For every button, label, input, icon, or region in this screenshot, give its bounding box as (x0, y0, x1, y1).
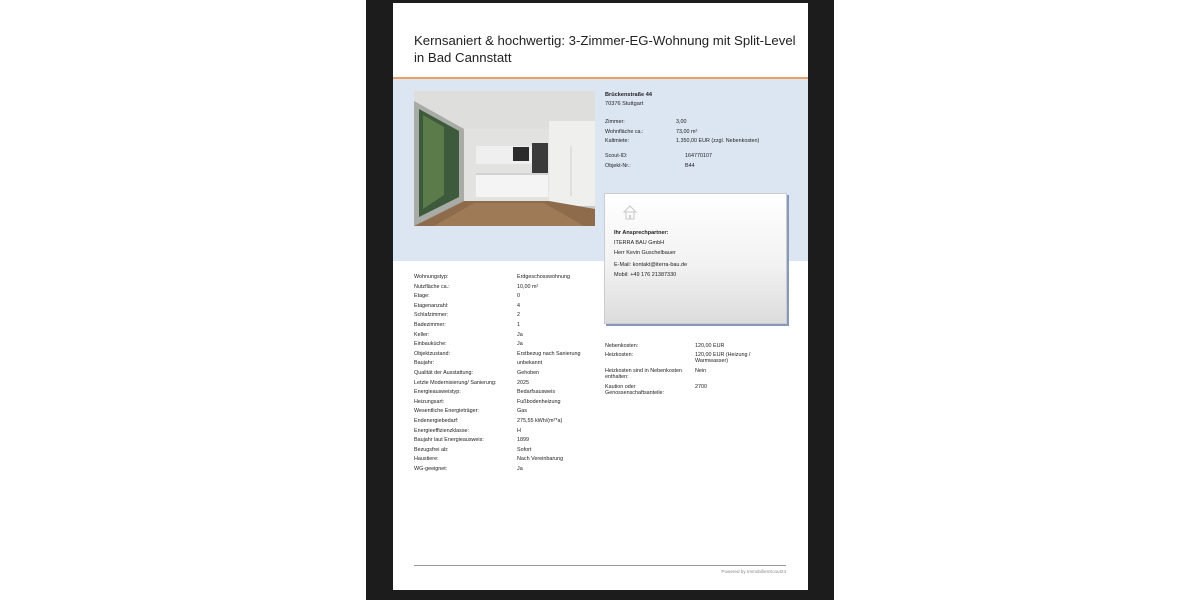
contact-heading: Ihr Ansprechpartner: (614, 230, 669, 236)
cost-label: Kaution oder Genossenschaftsanteile: (605, 383, 665, 397)
detail-label: Qualität der Ausstattung: (414, 369, 474, 376)
detail-value: Ja (517, 341, 523, 348)
detail-row (414, 340, 581, 350)
summary-label: Zimmer: (605, 119, 625, 125)
detail-row (414, 455, 581, 465)
contact-mobile: Mobil: +49 176 21387330 (614, 272, 677, 278)
contact-details (614, 228, 687, 280)
powered-by: Powered by ImmobilienScout24 (721, 569, 786, 574)
detail-value: unbekannt (517, 360, 543, 367)
detail-label: Energieeffizienzklasse: (414, 427, 470, 434)
detail-label: Energieausweistyp: (414, 389, 461, 396)
summary-row (605, 137, 759, 147)
detail-label: Schlafzimmer: (414, 312, 449, 319)
detail-label: Nutzfläche ca.: (414, 283, 450, 290)
detail-row (414, 311, 581, 321)
detail-row (414, 331, 581, 341)
detail-label: Badezimmer: (414, 321, 446, 328)
detail-row (414, 417, 581, 427)
apartment-photo (414, 91, 595, 226)
id-label: Scout-ID: (605, 153, 628, 159)
detail-value: Gas (517, 408, 527, 415)
detail-value: Bedarfsausweis (517, 389, 556, 396)
detail-label: Etagenanzahl: (414, 302, 449, 309)
detail-value: Sofort (517, 446, 532, 453)
detail-row (414, 427, 581, 437)
detail-row (414, 302, 581, 312)
detail-value: 2 (517, 312, 520, 319)
cost-value: 120,00 EUR (695, 343, 725, 349)
detail-row (414, 359, 581, 369)
detail-row (414, 321, 581, 331)
detail-value: Ja (517, 465, 523, 472)
detail-row (414, 379, 581, 389)
detail-row (414, 436, 581, 446)
detail-value: Erstbezug nach Sanierung (517, 350, 581, 357)
detail-row (414, 292, 581, 302)
detail-row (414, 407, 581, 417)
details-list (414, 273, 581, 474)
contact-card (604, 193, 787, 324)
detail-label: Wesentliche Energieträger: (414, 408, 479, 415)
contact-person: Herr Kevin Guschelbauer (614, 250, 676, 256)
cost-value: 120,00 EUR (Heizung / Warmwasser) (695, 351, 751, 365)
id-list (605, 152, 712, 171)
cost-label: Heizkosten sind in Nebenkosten enthalten: (605, 367, 683, 381)
detail-row (414, 465, 581, 475)
detail-value: 1 (517, 321, 520, 328)
summary-value: 73,00 m² (676, 128, 698, 135)
cost-value: Nein (695, 367, 707, 374)
detail-label: Haustiere: (414, 456, 439, 463)
cost-label: Heizkosten: (605, 351, 634, 358)
id-value: B44 (685, 162, 695, 169)
id-value: 164770107 (685, 153, 712, 159)
detail-label: Keller: (414, 331, 430, 338)
detail-label: Objektzustand: (414, 350, 450, 357)
detail-row (414, 446, 581, 456)
cost-row (605, 342, 765, 352)
cost-row (605, 368, 765, 381)
footer-divider (414, 565, 786, 566)
summary-list (605, 118, 759, 147)
id-label: Objekt-Nr.: (605, 162, 631, 169)
detail-label: Heizungsart: (414, 398, 445, 405)
detail-value: 1899 (517, 437, 529, 444)
cost-value: 2700 (695, 383, 707, 390)
detail-label: Etage: (414, 293, 430, 300)
detail-label: Letzte Modernisierung/ Sanierung: (414, 379, 497, 386)
costs-list (605, 342, 765, 397)
detail-row (414, 388, 581, 398)
detail-label: WG-geeignet: (414, 465, 448, 472)
cost-row (605, 352, 765, 365)
address-block (605, 91, 652, 109)
listing-title: Kernsaniert & hochwertig: 3-Zimmer-EG-Wohnung mit Split-Level in Bad Cannstatt (414, 33, 796, 65)
summary-row (605, 118, 759, 128)
detail-value: Fußbodenheizung (517, 398, 561, 405)
detail-row (414, 369, 581, 379)
detail-value: H (517, 427, 521, 434)
detail-value: 4 (517, 302, 520, 309)
detail-value: 10,00 m² (517, 283, 539, 290)
city: 70376 Stuttgart (605, 101, 644, 107)
summary-row (605, 128, 759, 138)
detail-row (414, 273, 581, 283)
detail-value: Gehoben (517, 369, 540, 376)
detail-row (414, 350, 581, 360)
detail-row (414, 398, 581, 408)
detail-label: Baujahr: (414, 360, 435, 367)
contact-company: ITERRA BAU GmbH (614, 240, 665, 246)
cost-row (605, 384, 765, 397)
detail-label: Wohnungstyp: (414, 274, 449, 280)
street: Brückenstraße 44 (605, 92, 652, 98)
detail-label: Endenergiebedarf: (414, 417, 459, 424)
detail-row (414, 283, 581, 293)
expose-page (393, 3, 808, 590)
detail-label: Bezugsfrei ab: (414, 446, 449, 453)
detail-value: Erdgeschosswohnung (517, 274, 571, 280)
company-logo-icon (621, 203, 639, 221)
detail-label: Einbauküche: (414, 341, 447, 348)
detail-value: 275,55 kWh/(m²*a) (517, 417, 563, 424)
summary-label: Kaltmiete: (605, 138, 629, 145)
detail-value: 0 (517, 293, 520, 300)
id-row (605, 152, 712, 162)
summary-value: 3,00 (676, 119, 687, 125)
id-row (605, 162, 712, 172)
detail-label: Baujahr laut Energieausweis: (414, 437, 484, 444)
summary-value: 1.350,00 EUR (zzgl. Nebenkosten) (676, 138, 760, 145)
cost-label: Nebenkosten: (605, 343, 639, 349)
summary-label: Wohnfläche ca.: (605, 128, 644, 135)
detail-value: Ja (517, 331, 523, 338)
detail-value: Nach Vereinbarung (517, 456, 564, 463)
detail-value: 2025 (517, 379, 529, 386)
contact-email: E-Mail: kontakt@iterra-bau.de (614, 262, 688, 268)
